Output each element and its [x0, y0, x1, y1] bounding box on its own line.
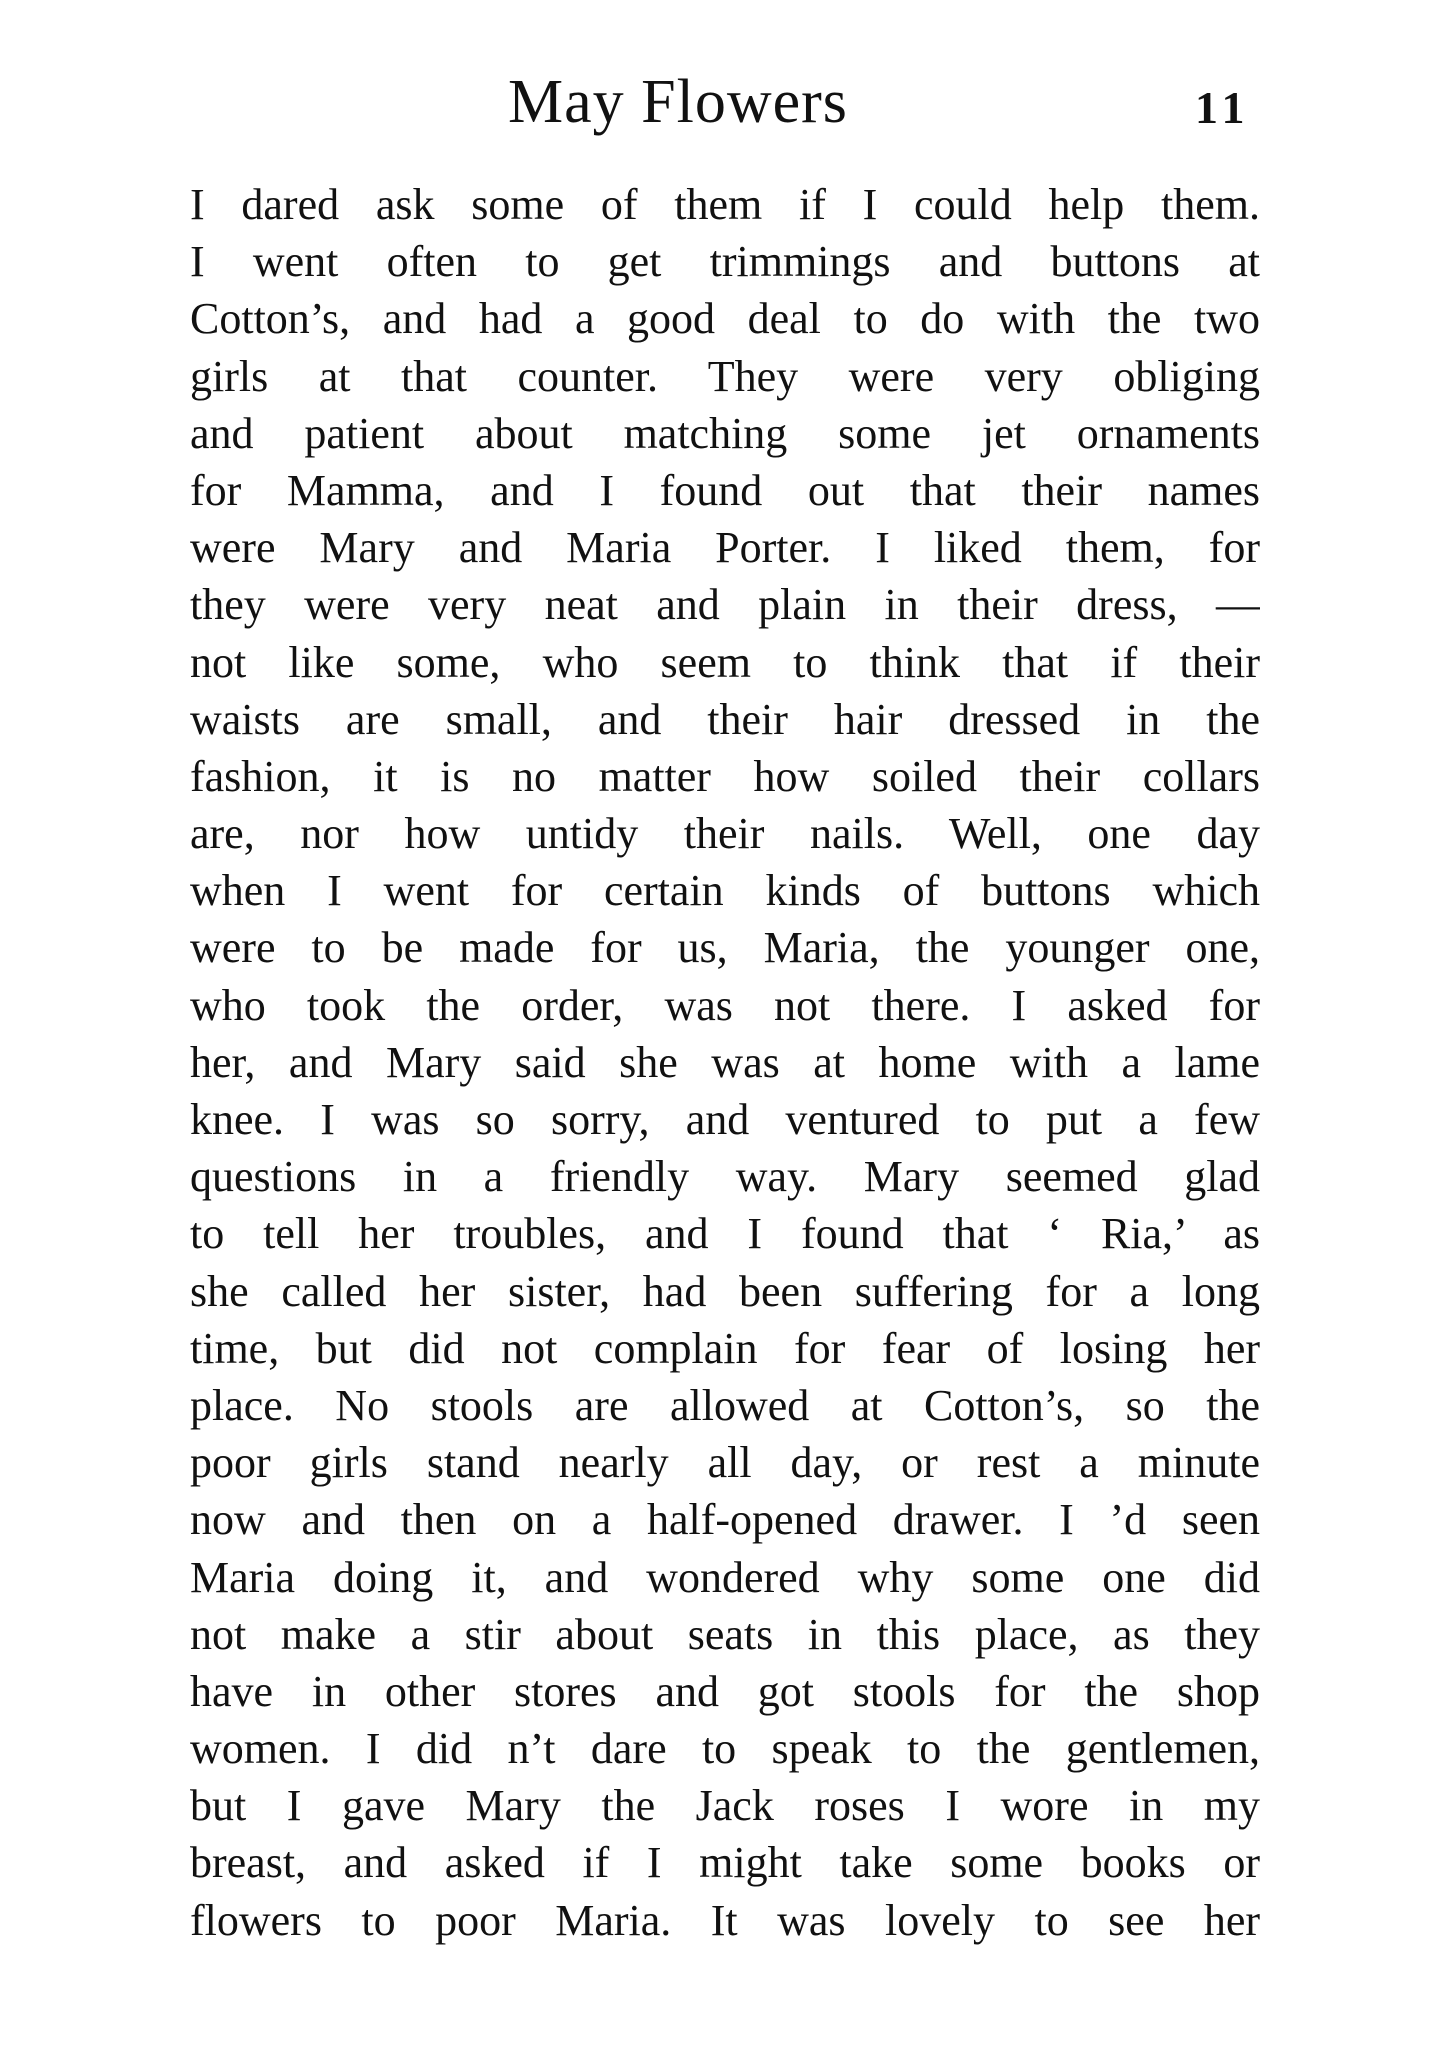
page-number: 11 [1195, 82, 1251, 133]
running-head [0, 62, 1445, 142]
text-line: were Mary and Maria Porter. I liked them, for [190, 523, 1260, 573]
text-line: place. No stools are allowed at Cotton’s, so the [190, 1380, 1260, 1430]
text-line: Maria doing it, and wondered why some one did [190, 1552, 1260, 1602]
text-line: but I gave Mary the Jack roses I wore in my [190, 1781, 1260, 1831]
text-line: waists are small, and their hair dressed in the [190, 694, 1260, 744]
text-line: I dared ask some of them if I could help them. [190, 180, 1260, 229]
text-line: time, but did not complain for fear of losing her [190, 1323, 1260, 1373]
text-line: who took the order, was not there. I asked for [190, 980, 1260, 1030]
text-line: she called her sister, had been suffering for a long [190, 1266, 1260, 1316]
text-line: not make a stir about seats in this place, as they [190, 1609, 1260, 1659]
text-line: poor girls stand nearly all day, or rest a minute [190, 1438, 1260, 1488]
text-line: are, nor how untidy their nails. Well, one day [190, 809, 1260, 859]
text-line: flowers to poor Maria. It was lovely to see her [190, 1895, 1260, 1945]
text-line: questions in a friendly way. Mary seemed glad [190, 1152, 1260, 1202]
text-line: her, and Mary said she was at home with a lame [190, 1037, 1260, 1087]
text-line: they were very neat and plain in their dress, — [190, 580, 1260, 630]
text-line: knee. I was so sorry, and ventured to put a few [190, 1095, 1260, 1144]
text-line: for Mamma, and I found out that their names [190, 465, 1260, 515]
text-line: Cotton’s, and had a good deal to do with the two [190, 294, 1260, 344]
text-line: breast, and asked if I might take some books or [190, 1838, 1260, 1888]
text-line: were to be made for us, Maria, the younger one, [190, 923, 1260, 973]
running-head-title: May Flowers [508, 68, 848, 136]
text-line: girls at that counter. They were very obliging [190, 351, 1260, 401]
text-line: I went often to get trimmings and buttons at [190, 237, 1260, 287]
text-line: have in other stores and got stools for the shop [190, 1666, 1260, 1716]
text-line: not like some, who seem to think that if their [190, 637, 1260, 687]
text-line: fashion, it is no matter how soiled their collars [190, 751, 1260, 801]
body-text [190, 176, 1260, 1949]
text-line: when I went for certain kinds of buttons which [190, 866, 1260, 916]
text-line: women. I did n’t dare to speak to the gentlemen, [190, 1724, 1260, 1774]
text-line: and patient about matching some jet ornaments [190, 408, 1260, 458]
text-line: now and then on a half-opened drawer. I ’d seen [190, 1495, 1260, 1545]
text-line: to tell her troubles, and I found that ‘ Ria,’ as [190, 1209, 1260, 1259]
